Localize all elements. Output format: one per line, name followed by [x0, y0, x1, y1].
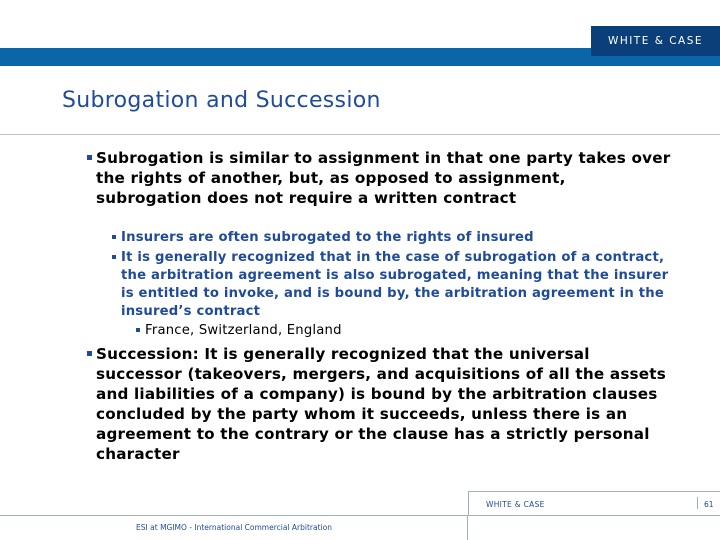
slide-title: Subrogation and Succession: [62, 88, 381, 113]
bullet-subrogation-contract: [121, 249, 676, 321]
bullet-text: Succession: It is generally recognized that the universal successor (takeovers, mergers, and acquisitions of all the assets and liabilities of a company) is bound by the arbitration clauses concluded by the party whom it succeeds, unless there is an agreement to the contrary or the clause has a strictly personal character: [96, 345, 666, 463]
footer-brand: WHITE & CASE: [486, 500, 545, 509]
bullet-text: Subrogation is similar to assignment in that one party takes over the rights of another, but, as opposed to assignment, subrogation does not require a written contract: [96, 149, 671, 207]
page-number: 61: [704, 500, 714, 509]
bullet-text: Insurers are often subrogated to the rights of insured: [121, 230, 534, 245]
bullet-square-icon: [112, 235, 116, 239]
bullet-jurisdictions: [145, 322, 665, 340]
bullet-text: It is generally recognized that in the case of subrogation of a contract, the arbitration agreement is also subrogated, meaning that the insurer is entitled to invoke, and is bound by, the arbitration agreement in the insured’s contract: [121, 250, 669, 319]
footer-course-label: ESI at MGIMO - International Commercial Arbitration: [136, 523, 332, 532]
bullet-square-icon: [87, 155, 92, 160]
bullet-square-icon: [87, 351, 92, 356]
title-divider: [0, 134, 720, 135]
bullet-text: France, Switzerland, England: [145, 323, 342, 338]
brand-logo: [591, 26, 720, 56]
brand-logo-text: WHITE & CASE: [607, 35, 704, 47]
bullet-square-icon: [112, 255, 116, 259]
bullet-succession: [96, 344, 676, 464]
bullet-square-icon: [136, 328, 140, 332]
page-number-separator: [697, 497, 698, 509]
bullet-subrogation: [96, 148, 676, 208]
bullet-insurers: [121, 229, 676, 247]
